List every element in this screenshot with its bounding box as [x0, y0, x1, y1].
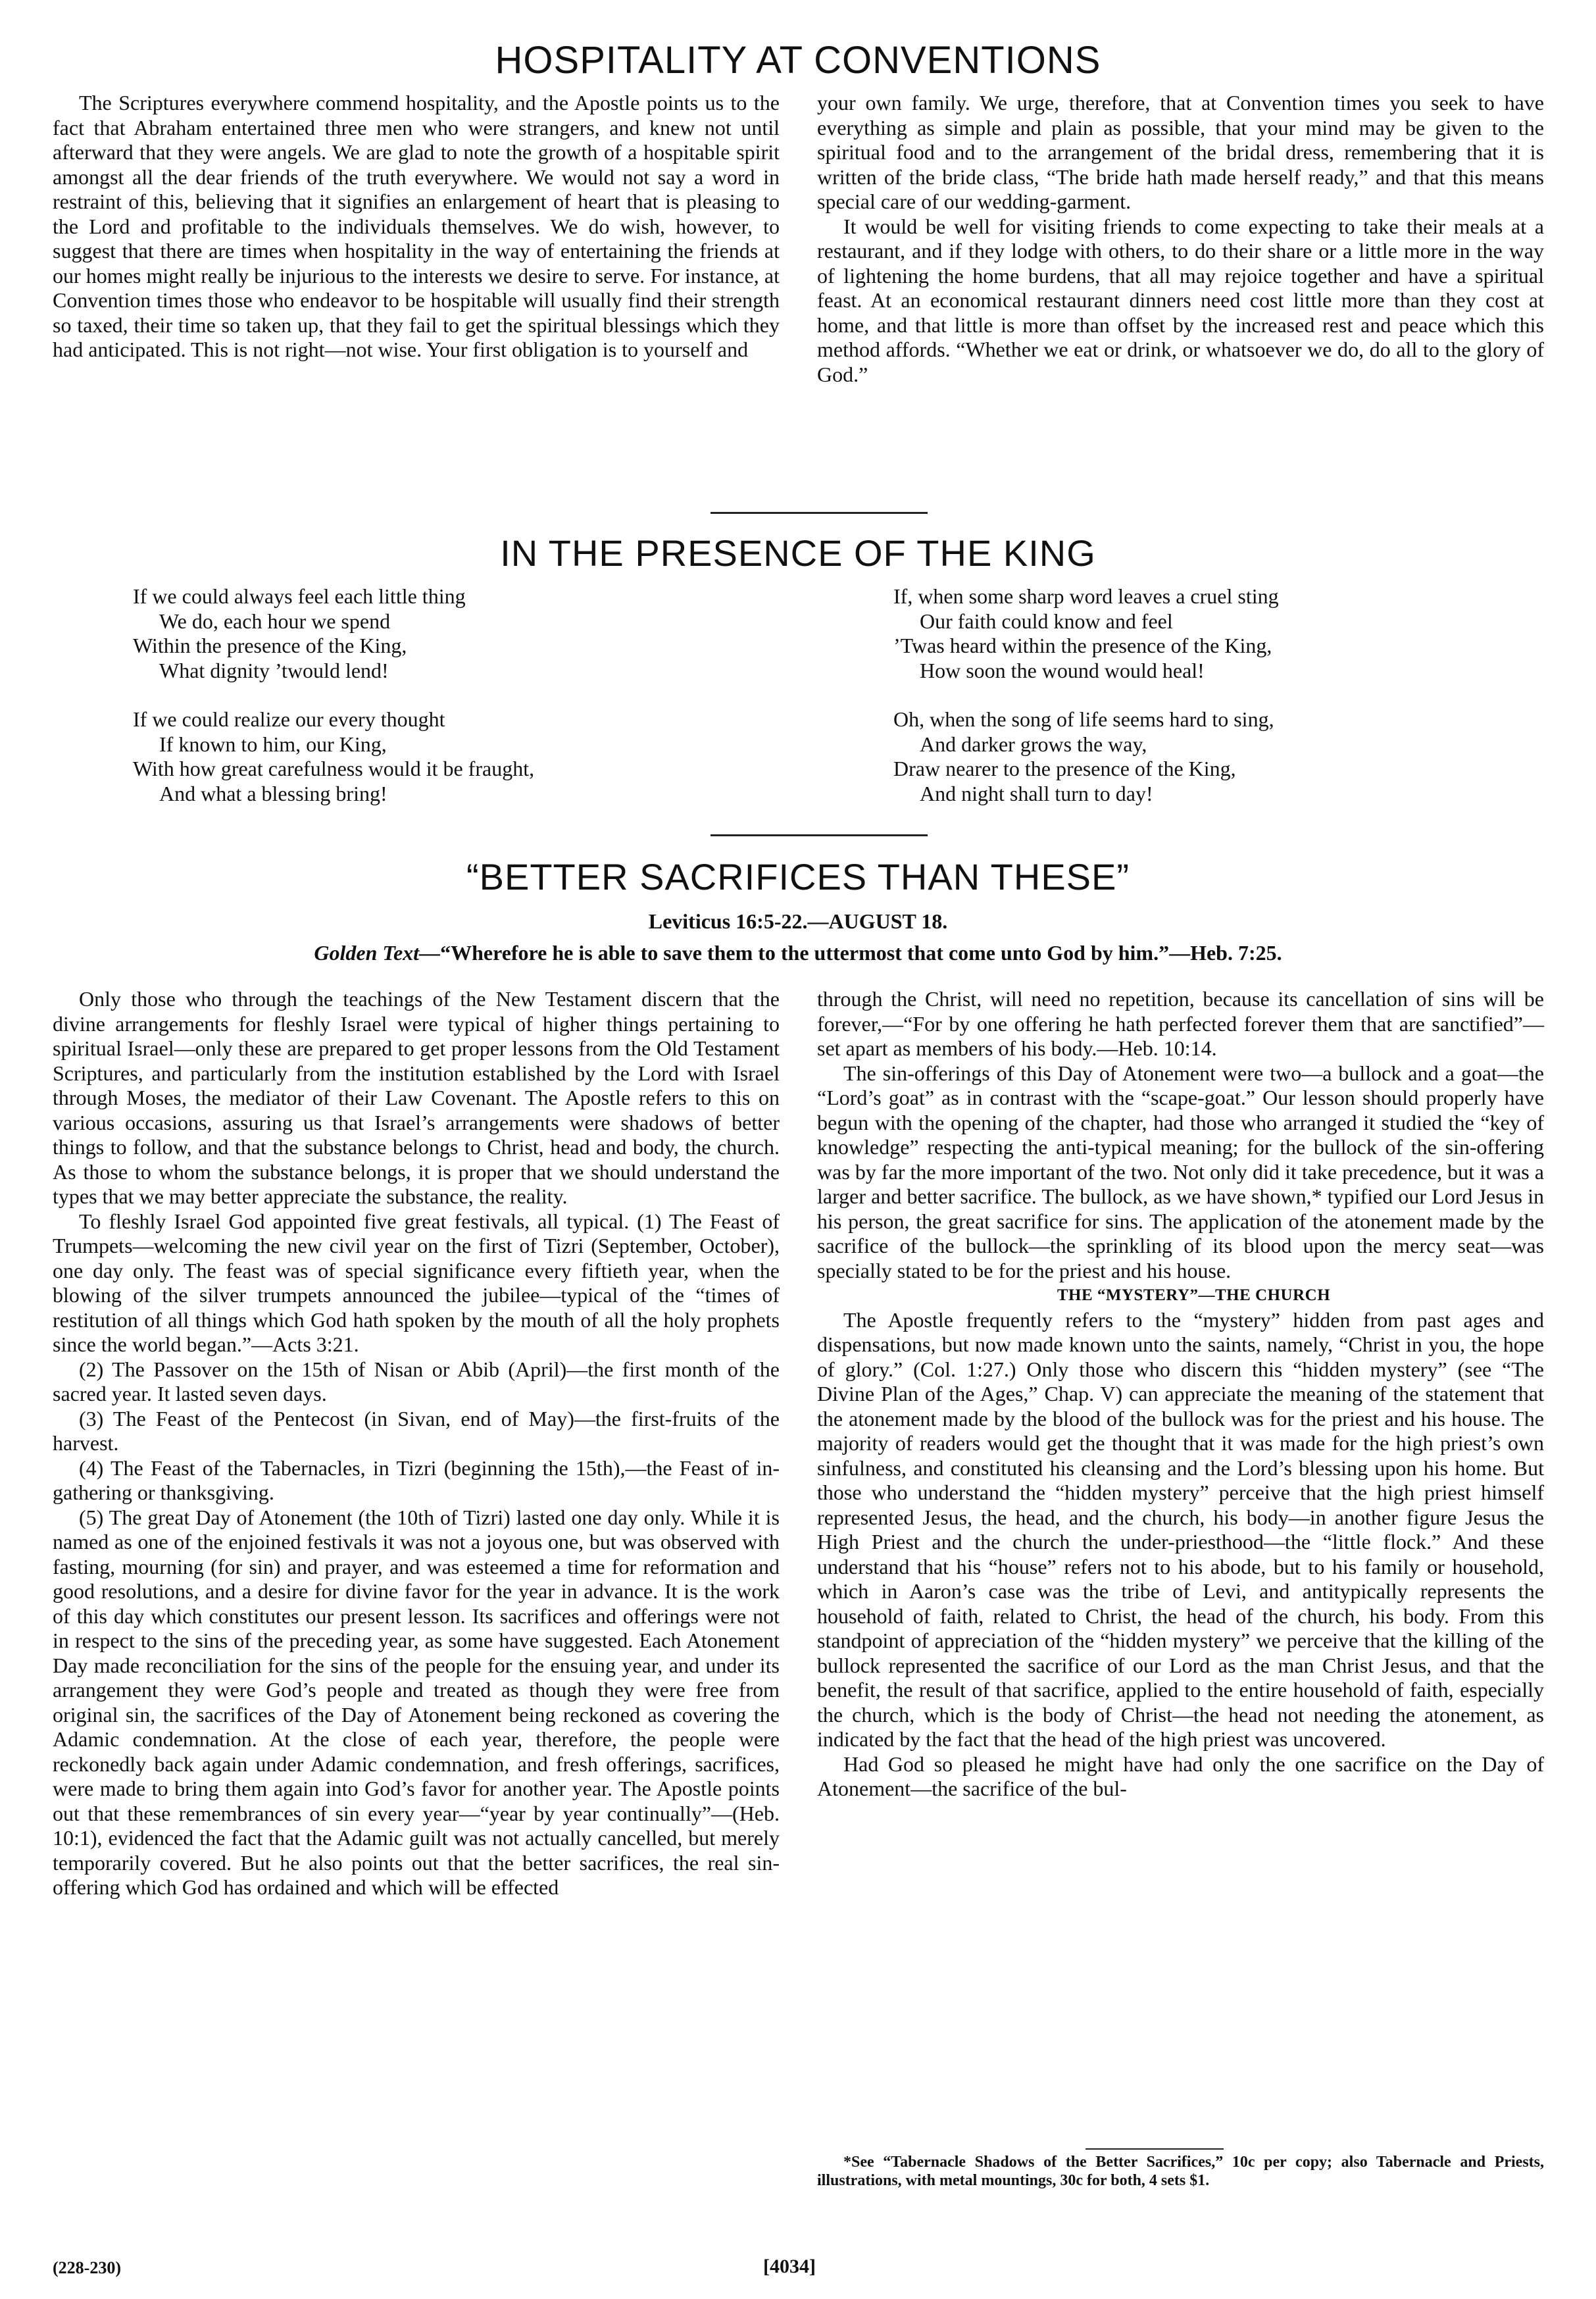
- footnote-text: *See “Tabernacle Shadows of the Better Sacrifices,” 10c per copy; also Tabernacle and Priests, illustrations, with metal mountings, 30c for both, 4 sets $1.: [817, 2154, 1544, 2189]
- golden-text-quote: “Wherefore he is able to save them to the uttermost that come unto God by him.”—Heb. 7:25.: [440, 941, 1282, 965]
- golden-text: [0, 941, 1596, 965]
- divider: [711, 512, 928, 514]
- poem-stanza: [893, 707, 1279, 806]
- paragraph: Only those who through the teachings of the New Testament discern that the divine arrangements for fleshly Israel were typical of higher things pertaining to spiritual Israel—only these are prepared to get proper lessons from the Old Testament Scriptures, and particularly from the institution established by the Lord with Israel through Moses, the mediator of their Law Covenant. The Apostle refers to this on various occasions, assuring us that Israel’s arrangements were shadows of better things to follow, and that the substance belongs to Christ, head and body, the church. As those to whom the substance belongs, it is proper that we should understand the types that we may better appreciate the substance, the reality.: [53, 987, 780, 1208]
- paragraph: Had God so pleased he might have had only the one sacrifice on the Day of Atonement—the sacrifice of the bul-: [817, 1752, 1544, 1800]
- paragraph: The Scriptures everywhere commend hospitality, and the Apostle points us to the fact that Abraham entertained three men who were strangers, and knew not until afterward that they were angels. We are glad to note the growth of a hospitable spirit amongst all the dear friends of the truth everywhere. We would not say a word in restraint of this, believing that it signifies an enlargement of heart that is pleasing to the Lord and profitable to the individuals themselves. We do wish, however, to suggest that there are times when hospitality in the way of entertaining the friends at our homes might really be injurious to the interests we desire to serve. For instance, at Convention times those who endeavor to be hospitable will usually find their strength so taxed, their time so taken up, that they fail to get the spiritual blessings which they had anticipated. This is not right—not wise. Your first obligation is to yourself and: [53, 91, 780, 361]
- poem-line: If we could realize our every thought: [133, 707, 445, 731]
- poem-line: And night shall turn to day!: [920, 781, 1153, 805]
- paragraph: (2) The Passover on the 15th of Nisan or Abib (April)—the first month of the sacred year. It lasted seven days.: [53, 1357, 780, 1405]
- article1-right-column: [817, 91, 1544, 387]
- poem-right-column: [893, 584, 1279, 830]
- poem-line: How soon the wound would heal!: [920, 658, 1205, 682]
- poem-title: IN THE PRESENCE OF THE KING: [500, 532, 1096, 574]
- poem-left-column: [133, 584, 534, 830]
- paragraph: It would be well for visiting friends to come expecting to take their meals at a restaurant, and if they lodge with others, to do their share or a little more in the way of lightening the home burdens, that all may rejoice together and have a spiritual feast. At an economical restaurant dinners need cost little more than they cost at home, and that little is more than offset by the increased rest and peace which this method affords. “Whether we eat or drink, or whatsoever we do, do all to the glory of God.”: [817, 214, 1544, 386]
- page-range: (228-230): [53, 2258, 121, 2277]
- paragraph: To fleshly Israel God appointed five great festivals, all typical. (1) The Feast of Trumpets—welcoming the new civil year on the first of Tizri (September, October), one day only. The feast was of special significance every fiftieth year, when the blowing of the silver trumpets announced the jubilee—typical of the “times of restitution of all things which God hath spoken by the mouth of all the holy prophets since the world began.”—Acts 3:21.: [53, 1209, 780, 1356]
- divider: [711, 834, 928, 836]
- paragraph: your own family. We urge, therefore, that at Convention times you seek to have everything as simple and plain as possible, that your mind may be given to the spiritual food and to the arrangement of the bridal dress, remembering that it is written of the bride class, “The bride hath made herself ready,” and that this means special care of our wedding-garment.: [817, 91, 1544, 213]
- poem-line: What dignity ’twould lend!: [159, 658, 389, 682]
- footnote-divider: [1085, 2148, 1224, 2150]
- paragraph: (3) The Feast of the Pentecost (in Sivan, end of May)—the first-fruits of the harvest.: [53, 1406, 780, 1455]
- article-title-hospitality: HOSPITALITY AT CONVENTIONS: [495, 39, 1101, 82]
- poem-line: If we could always feel each little thing: [133, 584, 466, 608]
- poem-stanza: [133, 707, 534, 806]
- poem-line: If known to him, our King,: [159, 732, 387, 756]
- poem-line: And what a blessing bring!: [159, 781, 387, 805]
- paragraph: The sin-offerings of this Day of Atonement were two—a bullock and a goat—the “Lord’s goat” as in contrast with the “scape-goat.” Our lesson should properly have begun with the opening of the chapter, had those who arranged it studied the “key of knowledge” respecting the anti-typical meaning; for the bullock of the sin-offering was by far the more important of the two. Not only did it take precedence, but it was a larger and better sacrifice. The bullock, as we have shown,* typified our Lord Jesus in his person, the great sacrifice for sins. The application of the atonement made by the sacrifice of the bullock—the sprinkling of its blood upon the mercy seat—was specially stated to be for the priest and his house.: [817, 1061, 1544, 1282]
- poem-line: Our faith could know and feel: [920, 609, 1173, 633]
- poem-line: ’Twas heard within the presence of the King,: [893, 634, 1272, 657]
- poem-line: With how great carefulness would it be fraught,: [133, 757, 535, 780]
- section-heading: THE “MYSTERY”—THE CHURCH: [1057, 1286, 1331, 1304]
- article2-right-column: [817, 987, 1544, 1802]
- golden-text-label: Golden Text—: [314, 941, 441, 965]
- poem-line: Within the presence of the King,: [133, 634, 407, 657]
- footnote: [817, 2153, 1544, 2190]
- article-title-better-sacrifices: “BETTER SACRIFICES THAN THESE”: [466, 856, 1130, 897]
- article2-left-column: [53, 987, 780, 1900]
- poem-stanza: [133, 584, 534, 683]
- paragraph: (4) The Feast of the Tabernacles, in Tizri (beginning the 15th),—the Feast of in-gathering or thanksgiving.: [53, 1455, 780, 1504]
- paragraph: (5) The great Day of Atonement (the 10th of Tizri) lasted one day only. While it is named as one of the enjoined festivals it was not a joyous one, but was observed with fasting, mourning (for sin) and prayer, and was esteemed a time for reformation and good resolutions, and a desire for divine favor for the year in advance. It is the work of this day which constitutes our present lesson. Its sacrifices and offerings were not in respect to the sins of the preceding year, as some have suggested. Each Atonement Day made reconciliation for the sins of the people for the ensuing year, and under its arrangement they were God’s people and treated as though they were free from original sin, the sacrifices of the Day of Atonement being reckoned as covering the Adamic condemnation. At the close of each year, therefore, the people were reckonedly back again under Adamic condemnation, and fresh offerings, sacrifices, were made to bring them again into God’s favor for another year. The Apostle points out that these remembrances of sin every year—“year by year continually”—(Heb. 10:1), evidenced the fact that the Adamic guilt was not actually cancelled, but merely temporarily covered. But he also points out that the better sacrifices, the real sin-offering which God has ordained and which will be effected: [53, 1505, 780, 1899]
- page-number: [4034]: [763, 2256, 816, 2277]
- poem-stanza: [893, 584, 1279, 683]
- poem-line: We do, each hour we spend: [159, 609, 391, 633]
- paragraph: through the Christ, will need no repetition, because its cancellation of sins will be forever,—“For by one offering he hath perfected forever them that are sanctified”—set apart as members of his body.—Heb. 10:14.: [817, 987, 1544, 1060]
- article1-left-column: [53, 91, 780, 363]
- poem-line: If, when some sharp word leaves a cruel sting: [893, 584, 1279, 608]
- poem-line: Oh, when the song of life seems hard to sing,: [893, 707, 1274, 731]
- poem-line: And darker grows the way,: [920, 732, 1147, 756]
- paragraph: The Apostle frequently refers to the “mystery” hidden from past ages and dispensations, but now made known unto the saints, namely, “Christ in you, the hope of glory.” (Col. 1:27.) Only those who discern this “hidden mystery” (see “The Divine Plan of the Ages,” Chap. V) can appreciate the meaning of the statement that the atonement made by the blood of the bullock was for the priest and his house. The majority of readers would get the thought that it was made for the high priest’s own sinfulness, and constituted his cleansing and the Lord’s blessing upon his home. But those who understand the “hidden mystery” perceive that the high priest himself represented Jesus, the head, and the church, his body—in another figure Jesus the High Priest and the church the under-priesthood—the “little flock.” And these understand that his “house” refers not to his abode, but to his family or household, which in Aaron’s case was the tribe of Levi, and antitypically represents the household of faith, related to Christ, the head of the church, his body. From this standpoint of appreciation of the “hidden mystery” we perceive that the killing of the bullock represented the sacrifice of our Lord as the man Christ Jesus, and that the benefit, the result of that sacrifice, applied to the entire household of faith, especially the church, which is the body of Christ—the head not needing the atonement, as indicated by the fact that the head of the high priest was uncovered.: [817, 1307, 1544, 1751]
- poem-line: Draw nearer to the presence of the King,: [893, 757, 1236, 780]
- scripture-reference: Leviticus 16:5-22.—AUGUST 18.: [648, 909, 948, 933]
